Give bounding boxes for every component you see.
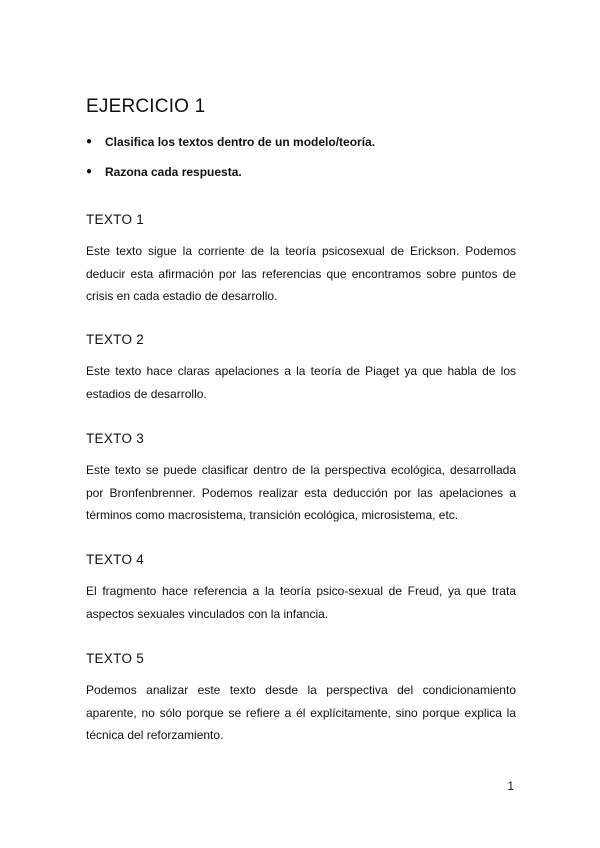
section-body: Este texto sigue la corriente de la teoría psicosexual de Erickson. Podemos deducir esta afirmación por las referencias que encontramos sobre puntos de crisis en cada estadio de desarrollo. bbox=[86, 244, 516, 303]
page-number: 1 bbox=[507, 779, 514, 793]
instruction-text: Razona cada respuesta. bbox=[105, 165, 242, 179]
section-body: Podemos analizar este texto desde la perspectiva del condicionamiento aparente, no sólo porque se refiere a él explícitamente, sino porque explica la técnica del reforzamiento. bbox=[86, 683, 516, 742]
section-body: El fragmento hace referencia a la teoría psico-sexual de Freud, ya que trata aspectos sexuales vinculados con la infancia. bbox=[86, 584, 516, 621]
section-body: Este texto se puede clasificar dentro de la perspectiva ecológica, desarrollada por Bronfenbrenner. Podemos realizar esta deducción por las apelaciones a términos como macrosistema, transición ecológica, microsistema, etc. bbox=[86, 463, 516, 522]
instruction-item bbox=[86, 133, 375, 163]
instruction-text: Clasifica los textos dentro de un modelo/teoría. bbox=[105, 135, 376, 149]
section-heading: TEXTO 3 bbox=[86, 431, 145, 446]
instructions-list bbox=[86, 133, 375, 193]
section-heading: TEXTO 2 bbox=[86, 332, 145, 347]
section-heading: TEXTO 1 bbox=[86, 212, 145, 227]
page-title: EJERCICIO 1 bbox=[86, 96, 206, 117]
section-texto-5 bbox=[86, 650, 516, 747]
bullet-icon: ● bbox=[86, 166, 93, 177]
section-heading: TEXTO 5 bbox=[86, 651, 145, 666]
section-texto-4 bbox=[86, 551, 516, 625]
section-body: Este texto hace claras apelaciones a la teoría de Piaget ya que habla de los estadios de desarrollo. bbox=[86, 364, 516, 401]
section-heading: TEXTO 4 bbox=[86, 552, 145, 567]
bullet-icon: ● bbox=[86, 136, 93, 147]
section-texto-3 bbox=[86, 430, 516, 527]
section-texto-2 bbox=[86, 331, 516, 405]
instruction-item bbox=[86, 163, 375, 193]
section-texto-1 bbox=[86, 211, 516, 308]
